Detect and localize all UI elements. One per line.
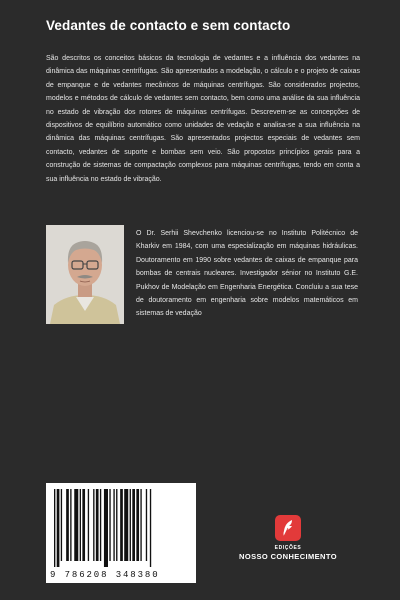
author-portrait-image: [46, 225, 124, 324]
barcode-bar: [113, 489, 114, 561]
publisher-logo-block: [238, 515, 338, 561]
barcode-bar: [74, 489, 78, 561]
barcode-bar: [100, 489, 101, 561]
publisher-name: NOSSO CONHECIMENTO: [239, 552, 337, 561]
barcode-bar: [96, 489, 99, 561]
barcode-bar: [130, 489, 131, 561]
book-abstract: São descritos os conceitos básicos da tecnologia de vedantes e a influência dos vedantes na dinâmica das máquinas centrífugas. São apresentados a modelação, o cálculo e o projeto de caixas de empanque e de vedantes mecânicos de máquinas centrífugas. São considerados projectos, modelos e métodos de cálculo de vedantes sem contacto, bem como uma análise da sua influência no estado de vibração dos rotores de máquinas centrífugas. Descrevem-se as concepções de dispositivos de equilíbrio automático como unidades de vedação e analisa-se a sua influência na dinâmica das máquinas centrífugas. São apresentados projectos especiais de vedantes sem contacto, vedantes de suporte e bombas sem veio. São propostos princípios gerais para a construção de sistemas de compactação complexos para máquinas centrífugas, tendo em conta a sua influência no estado de vibração.: [46, 55, 360, 183]
barcode-bar: [116, 489, 117, 561]
barcode-bar: [82, 489, 85, 561]
barcode-bar: [132, 489, 135, 561]
barcode-bar: [93, 489, 94, 561]
isbn-digits: 9 786208 348380: [50, 570, 160, 580]
barcode-bar: [104, 489, 108, 567]
barcode-bar: [120, 489, 123, 561]
barcode-bar: [140, 489, 141, 561]
barcode-bar: [54, 489, 55, 567]
barcode-bar: [80, 489, 81, 561]
author-biography: O Dr. Serhii Shevchenko licenciou-se no Instituto Politécnico de Kharkiv em 1984, com uma especialização em máquinas hidráulicas. Doutoramento em 1990 sobre vedantes de caixas de empanque para bombas de centrais nucleares. Investigador sénior no Instituto G.E. Pukhov de Modelação em Engenharia Energética. Concluiu a sua tese de doutoramento em engenharia sobre modelos matemáticos em sistemas de vedação: [136, 230, 358, 318]
barcode-bar: [146, 489, 147, 561]
barcode-bar: [136, 489, 139, 561]
barcode-bars-image: [46, 483, 196, 567]
barcode-bar: [61, 489, 62, 561]
author-photo: [46, 225, 124, 324]
book-title: Vedantes de contacto e sem contacto: [46, 18, 291, 33]
barcode-bar: [70, 489, 71, 561]
barcode-bar: [109, 489, 110, 561]
publisher-feather-icon: [275, 515, 301, 541]
barcode-bar: [124, 489, 128, 561]
barcode-bar: [88, 489, 89, 561]
barcode-bar: [66, 489, 69, 561]
barcode-bar: [150, 489, 151, 567]
isbn-barcode: [46, 483, 196, 583]
publisher-label-small: EDIÇÕES: [274, 545, 302, 551]
barcode-bar: [57, 489, 60, 567]
